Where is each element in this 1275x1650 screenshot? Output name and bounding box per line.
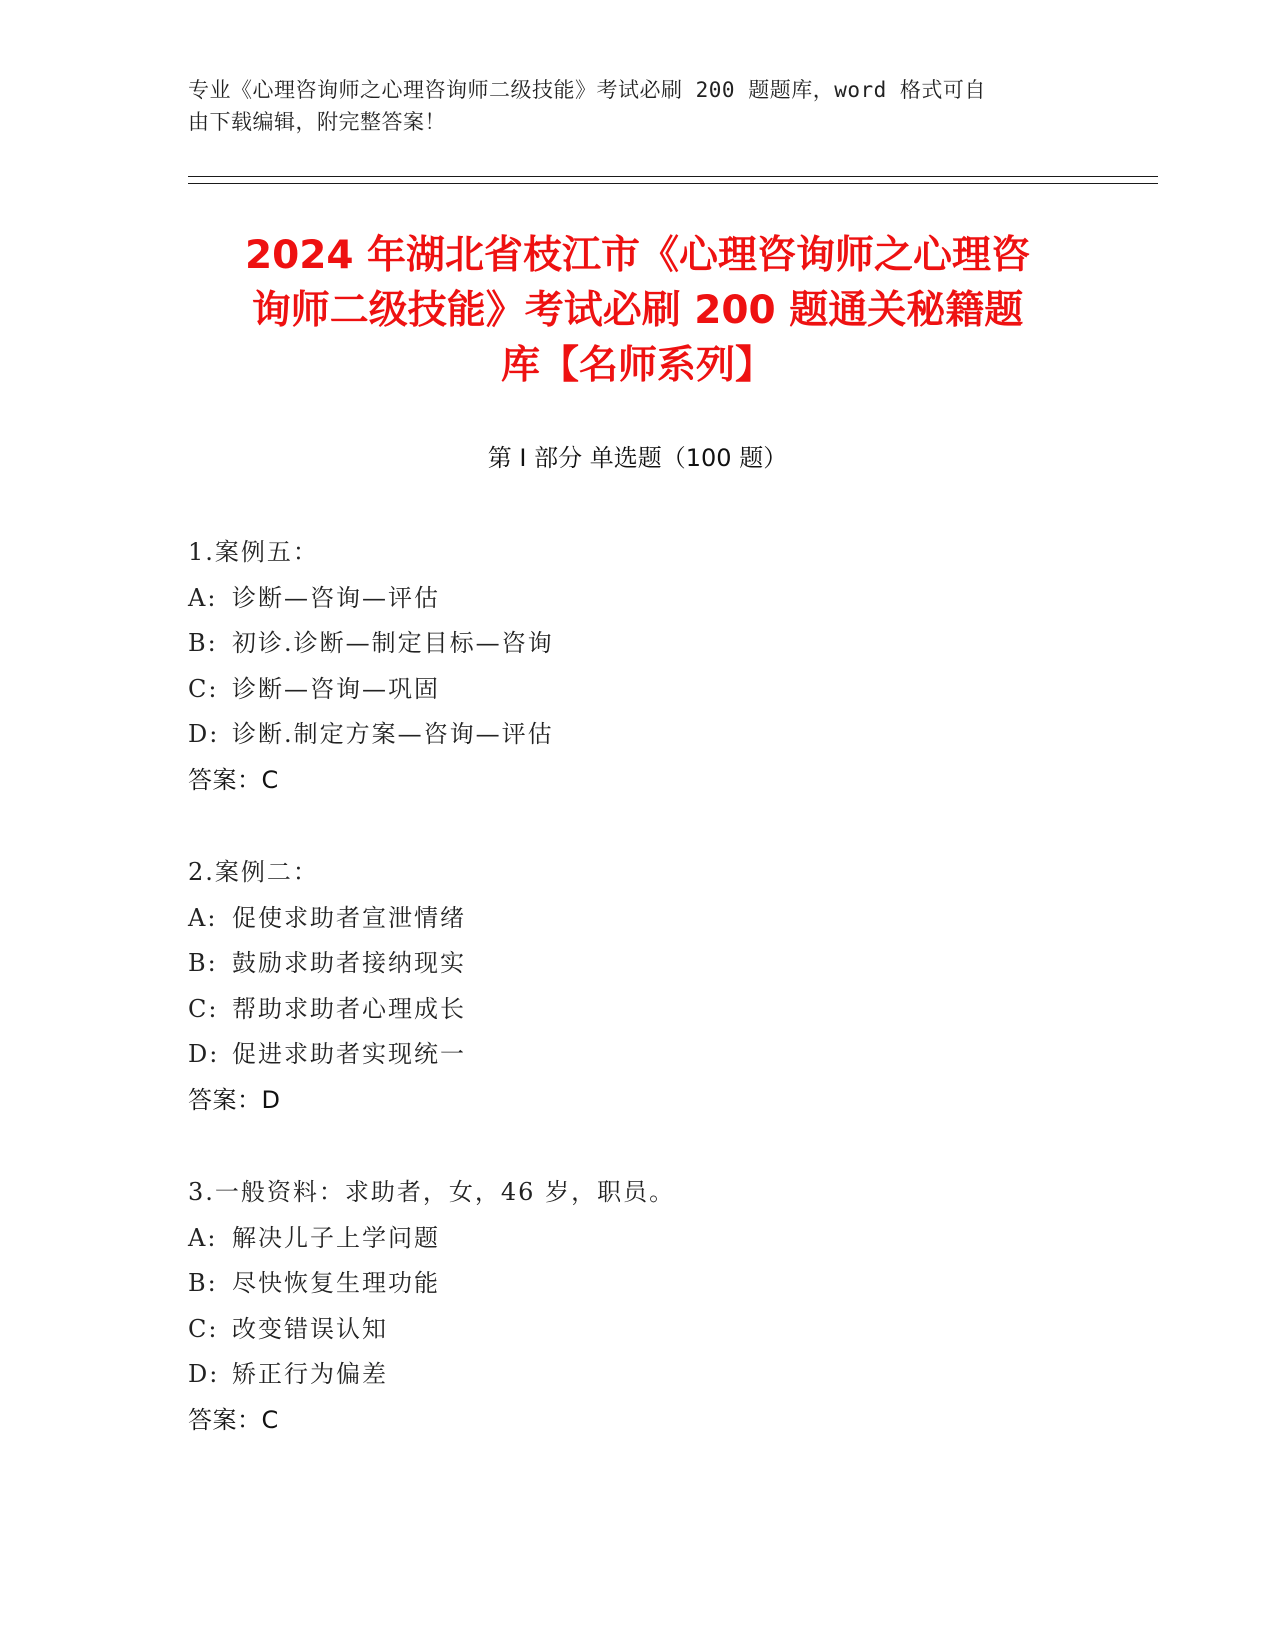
option-c — [188, 1307, 1088, 1353]
option-text: 解决儿子上学问题 — [232, 1223, 440, 1252]
option-key: A: — [188, 903, 218, 932]
option-a — [188, 576, 1088, 622]
document-title — [150, 228, 1125, 393]
option-text: 诊断.制定方案—咨询—评估 — [232, 720, 554, 748]
question-3 — [188, 1170, 1088, 1443]
option-text: 初诊.诊断—制定目标—咨询 — [232, 629, 554, 657]
option-a — [188, 896, 1088, 942]
option-d — [188, 1032, 1088, 1078]
option-text: 促进求助者实现统一 — [232, 1040, 466, 1068]
option-text: 矫正行为偏差 — [232, 1360, 388, 1388]
option-key: C: — [188, 994, 219, 1023]
option-key: D: — [188, 720, 220, 748]
option-b — [188, 941, 1088, 987]
option-text: 改变错误认知 — [232, 1314, 388, 1343]
option-text: 诊断—咨询—巩固 — [232, 674, 440, 703]
section-title: 第 I 部分 单选题（100 题） — [487, 444, 788, 472]
question-1 — [188, 530, 1088, 803]
option-key: B: — [188, 949, 218, 977]
question-stem: 3.一般资料：求助者，女，46 岁，职员。 — [188, 1178, 676, 1206]
option-text: 帮助求助者心理成长 — [232, 994, 466, 1023]
question-stem: 2.案例二： — [188, 858, 319, 886]
header-rule-top — [188, 176, 1158, 177]
option-key: C: — [188, 1314, 219, 1343]
header-rule-bottom — [188, 183, 1158, 184]
option-key: A: — [188, 1223, 218, 1252]
answer-line: 答案：D — [188, 1085, 281, 1114]
option-key: D: — [188, 1040, 220, 1068]
option-a — [188, 1216, 1088, 1262]
question-2 — [188, 850, 1088, 1123]
option-d — [188, 712, 1088, 758]
option-b — [188, 621, 1088, 667]
option-text: 诊断—咨询—评估 — [232, 583, 440, 612]
header-note — [188, 74, 1088, 138]
option-b — [188, 1261, 1088, 1307]
document-title-line-3: 库【名师系列】 — [500, 343, 774, 388]
option-text: 鼓励求助者接纳现实 — [232, 949, 466, 977]
option-c — [188, 987, 1088, 1033]
option-key: D: — [188, 1360, 220, 1388]
question-stem: 1.案例五： — [188, 538, 319, 566]
document-title-line-2: 询师二级技能》考试必刷 200 题通关秘籍题 — [251, 288, 1024, 333]
option-text: 促使求助者宣泄情绪 — [232, 903, 466, 932]
option-text: 尽快恢复生理功能 — [232, 1269, 440, 1297]
header-note-line-1: 专业《心理咨询师之心理咨询师二级技能》考试必刷 200 题题库，word 格式可自 — [188, 78, 986, 102]
answer-line: 答案：C — [188, 765, 279, 794]
option-key: B: — [188, 629, 218, 657]
option-d — [188, 1352, 1088, 1398]
document-title-line-1: 2024 年湖北省枝江市《心理咨询师之心理咨 — [244, 233, 1031, 278]
header-note-line-2: 由下载编辑，附完整答案！ — [188, 110, 446, 134]
option-key: B: — [188, 1269, 218, 1297]
option-c — [188, 667, 1088, 713]
option-key: A: — [188, 583, 218, 612]
option-key: C: — [188, 674, 219, 703]
answer-line: 答案：C — [188, 1405, 279, 1434]
